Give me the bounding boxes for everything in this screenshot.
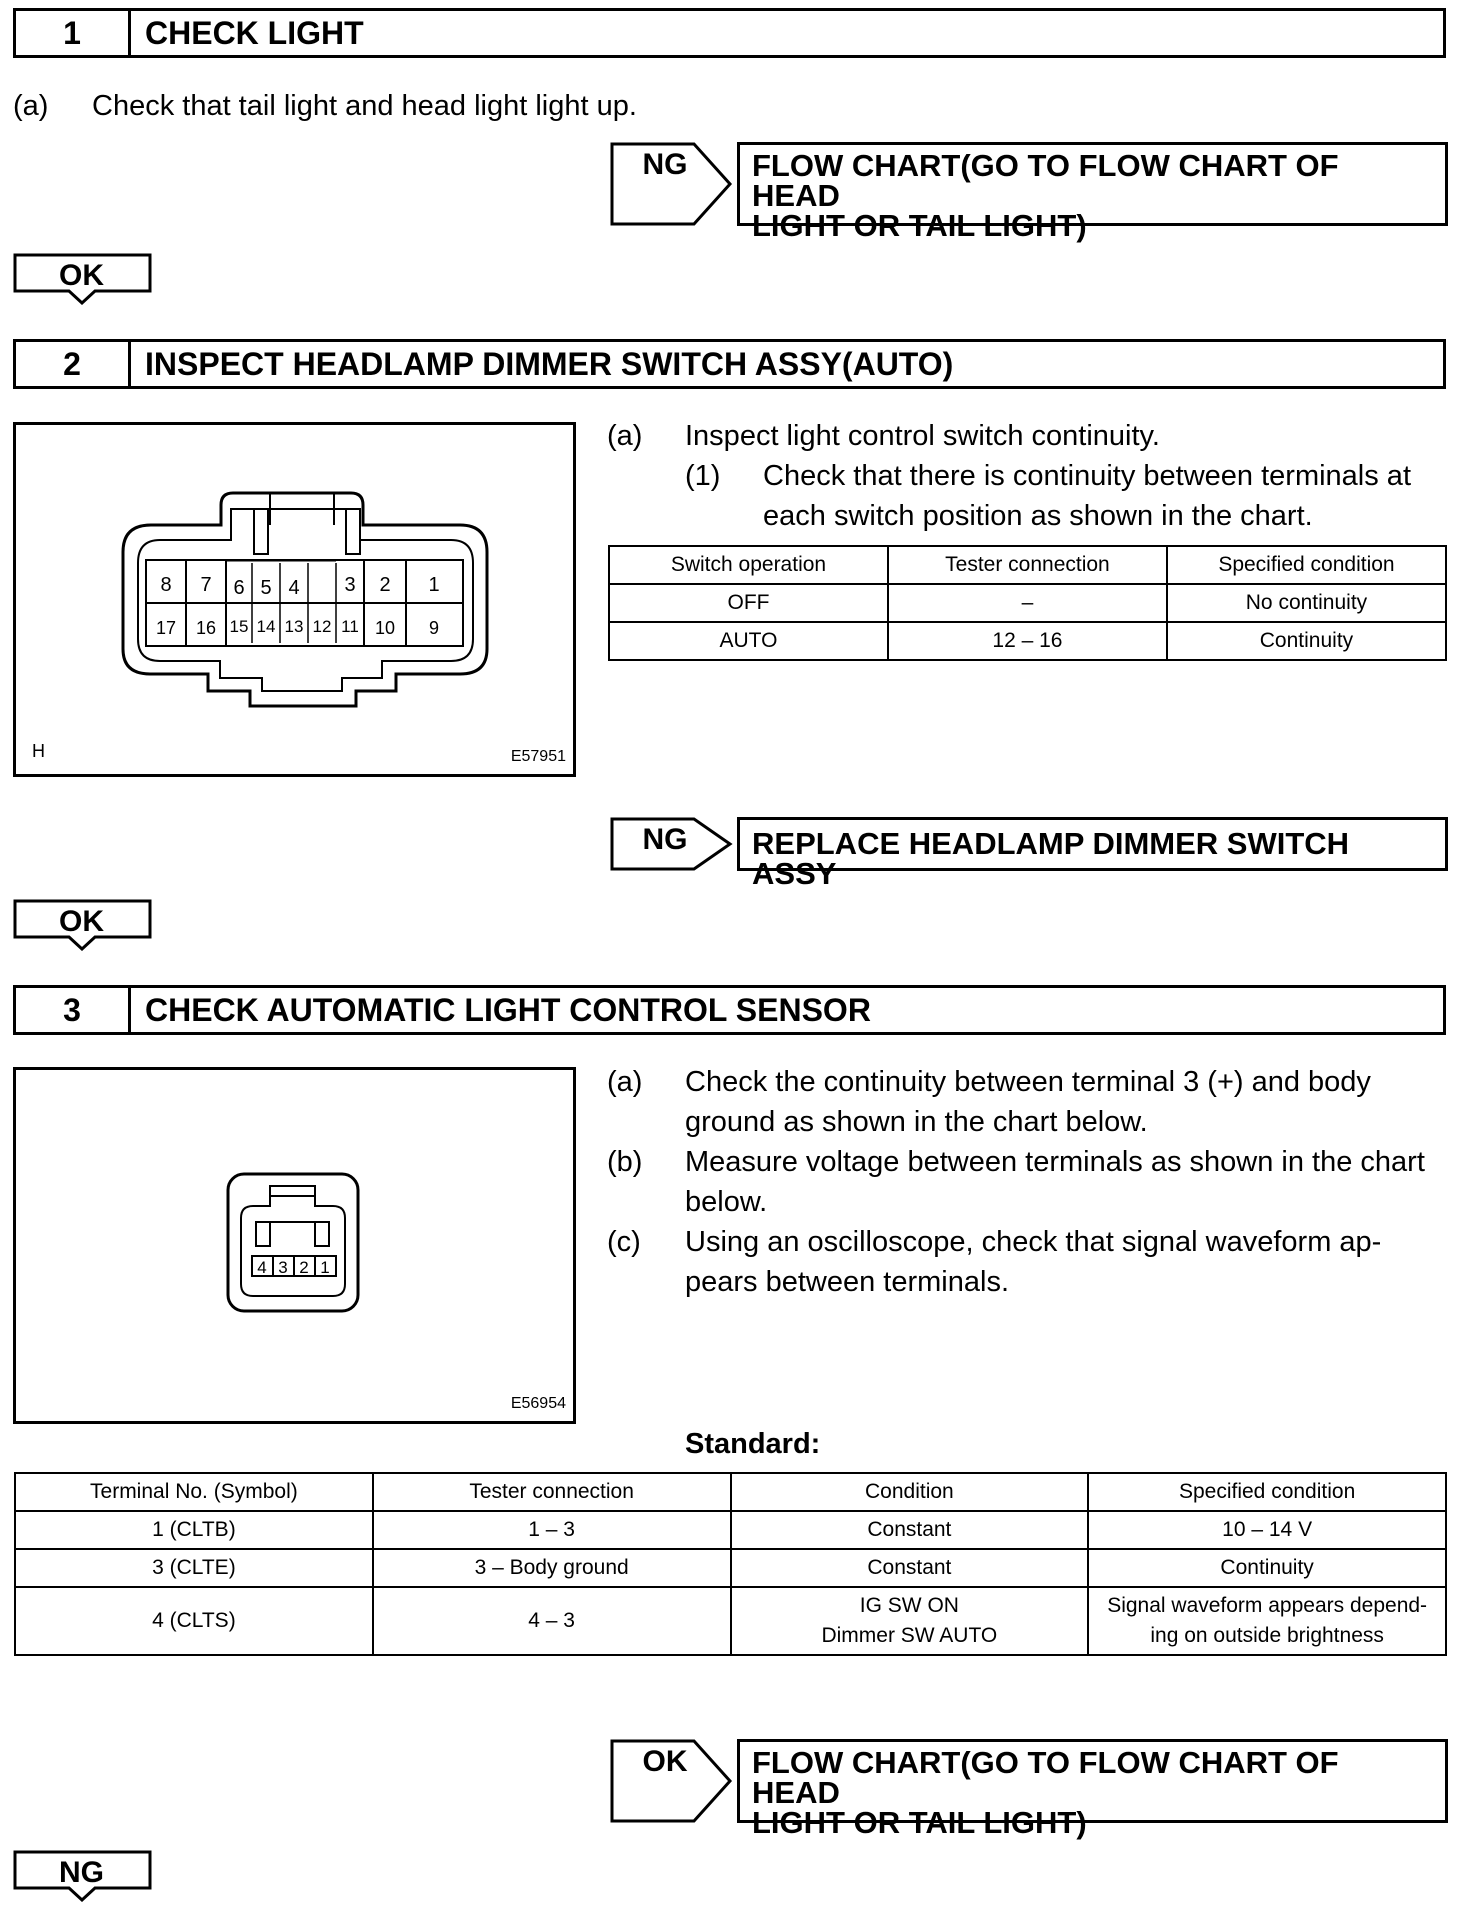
standard-label: Standard:: [685, 1428, 821, 1460]
pin-label: 4: [257, 1258, 267, 1277]
step-3-figure: [13, 1067, 576, 1424]
step-3-result-ok: [610, 1739, 1448, 1840]
table-cell: IG SW ON Dimmer SW AUTO: [731, 1587, 1089, 1655]
step-1-item-text: Check that tail light and head light light up.: [92, 90, 637, 122]
step-2-figure: [13, 422, 576, 777]
table-cell: Constant: [731, 1511, 1089, 1549]
step-3-header: [13, 985, 1446, 1035]
sensor-connector-diagram: [16, 1070, 573, 1421]
pin-label: 1: [428, 574, 440, 596]
table-cell: 3 (CLTE): [15, 1549, 373, 1587]
pin-label: 6: [233, 577, 245, 599]
table-cell: AUTO: [609, 622, 888, 660]
step-3-item-b-line1: Measure voltage between terminals as shown in the chart: [685, 1146, 1425, 1178]
result-text-line1: FLOW CHART(GO TO FLOW CHART OF HEAD: [752, 1745, 1339, 1810]
pin-label: 3: [344, 574, 356, 596]
table-cell: 12 – 16: [888, 622, 1167, 660]
table-header: Specified condition: [1088, 1473, 1446, 1511]
step-1-item-label: (a): [13, 90, 49, 122]
result-box: [737, 817, 1448, 891]
step-title: CHECK LIGHT: [145, 14, 364, 51]
step-3-item-c-label: (c): [607, 1226, 641, 1258]
step-3-item-a-label: (a): [607, 1066, 643, 1098]
table-cell: 3 – Body ground: [373, 1549, 731, 1587]
table-cell: 1 – 3: [373, 1511, 731, 1549]
table-header: Condition: [731, 1473, 1089, 1511]
table-cell: OFF: [609, 584, 888, 622]
step-2-header: [13, 339, 1446, 389]
step-2-item-1-line1: Check that there is continuity between terminals at: [763, 460, 1411, 492]
pin-label: 4: [288, 577, 300, 599]
tab-label: OK: [59, 259, 104, 292]
table-header-row: [15, 1473, 1446, 1511]
result-box: [737, 142, 1448, 243]
step-title: INSPECT HEADLAMP DIMMER SWITCH ASSY(AUTO): [145, 345, 954, 382]
figure-mark: H: [32, 741, 45, 761]
pin-label: 11: [341, 617, 359, 636]
table-cell: 10 – 14 V: [1088, 1511, 1446, 1549]
pin-label: 13: [284, 617, 304, 636]
result-code: OK: [642, 1745, 688, 1778]
table-row: [15, 1549, 1446, 1587]
step-2-table: [608, 545, 1447, 661]
step-2-ok-tab: [13, 899, 153, 956]
step-2-result-ng: [610, 817, 1448, 891]
pin-label: 2: [299, 1258, 309, 1277]
table-row: [15, 1511, 1446, 1549]
result-text: REPLACE HEADLAMP DIMMER SWITCH ASSY: [752, 826, 1350, 891]
pin-label: 15: [229, 617, 249, 636]
pin-label: 5: [260, 577, 272, 599]
table-row: [15, 1587, 1446, 1655]
step-3-item-a-line2: ground as shown in the chart below.: [685, 1106, 1148, 1138]
step-2-item-1-line2: each switch position as shown in the chart.: [763, 500, 1313, 532]
step-3-item-b-label: (b): [607, 1146, 643, 1178]
pin-label: 10: [374, 618, 396, 638]
step-3-item-b-line2: below.: [685, 1186, 768, 1218]
pin-label: 3: [278, 1258, 288, 1277]
result-text-line1: FLOW CHART(GO TO FLOW CHART OF HEAD: [752, 148, 1339, 213]
step-1-header: [13, 8, 1446, 58]
pin-label: 7: [200, 574, 212, 596]
step-number: 3: [16, 988, 131, 1032]
pin-label: 17: [155, 618, 177, 638]
step-2-item-a-text: Inspect light control switch continuity.: [685, 420, 1160, 452]
pin-label: 12: [312, 617, 332, 636]
step-2-item-a-label: (a): [607, 420, 643, 452]
pin-label: 2: [379, 574, 391, 596]
result-box: [737, 1739, 1448, 1840]
pin-label: 1: [320, 1258, 330, 1277]
table-header: Specified condition: [1167, 546, 1446, 584]
step-3-item-c-line2: pears between terminals.: [685, 1266, 1009, 1298]
pin-label: 8: [160, 574, 172, 596]
table-cell: Signal waveform appears depend- ing on outside brightness: [1088, 1587, 1446, 1655]
pin-label: 14: [256, 617, 276, 636]
table-cell: No continuity: [1167, 584, 1446, 622]
table-row: [609, 584, 1446, 622]
result-code: NG: [642, 148, 688, 181]
result-text-line2: LIGHT OR TAIL LIGHT): [752, 1805, 1087, 1840]
step-3-table: [14, 1472, 1447, 1656]
figure-code: E57951: [510, 748, 566, 765]
pin-label: 9: [428, 618, 440, 638]
step-3-ng-tab: [13, 1850, 153, 1907]
step-3-item-c-line1: Using an oscilloscope, check that signal waveform ap-: [685, 1226, 1382, 1258]
step-2-item-1-label: (1): [685, 460, 721, 492]
step-3-item-a-line1: Check the continuity between terminal 3 (+) and body: [685, 1066, 1371, 1098]
table-cell: 4 – 3: [373, 1587, 731, 1655]
figure-code: E56954: [510, 1395, 566, 1412]
table-cell: 4 (CLTS): [15, 1587, 373, 1655]
step-1-ok-tab: [13, 253, 153, 310]
table-cell: Constant: [731, 1549, 1089, 1587]
connector-diagram: [16, 425, 573, 774]
table-row: [609, 622, 1446, 660]
table-header: Tester connection: [373, 1473, 731, 1511]
pin-label: 16: [195, 618, 217, 638]
table-header: Tester connection: [888, 546, 1167, 584]
table-cell: Continuity: [1088, 1549, 1446, 1587]
step-1-result-ng: [610, 142, 1448, 243]
step-number: 1: [16, 11, 131, 55]
step-title: CHECK AUTOMATIC LIGHT CONTROL SENSOR: [145, 991, 871, 1028]
tab-label: OK: [59, 905, 104, 938]
table-header: Switch operation: [609, 546, 888, 584]
table-cell: Continuity: [1167, 622, 1446, 660]
table-header-row: [609, 546, 1446, 584]
table-cell: –: [888, 584, 1167, 622]
table-cell: 1 (CLTB): [15, 1511, 373, 1549]
result-text-line2: LIGHT OR TAIL LIGHT): [752, 208, 1087, 243]
tab-label: NG: [59, 1856, 104, 1889]
result-code: NG: [642, 823, 688, 856]
table-header: Terminal No. (Symbol): [15, 1473, 373, 1511]
step-number: 2: [16, 342, 131, 386]
